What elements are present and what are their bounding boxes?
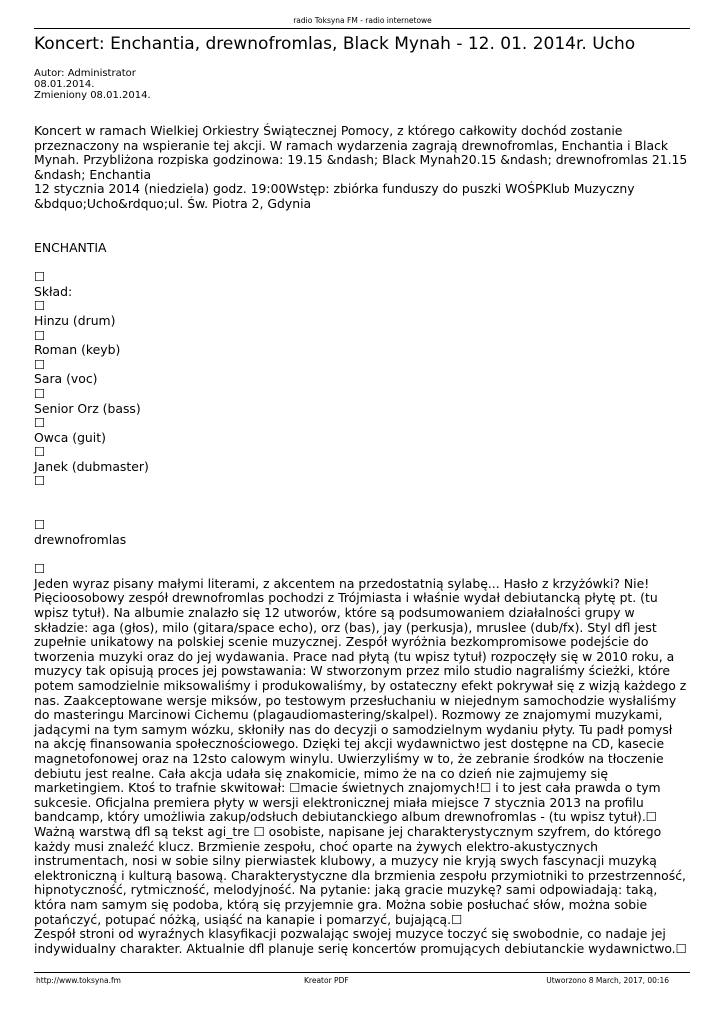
checkbox-glyph: ☐ [34, 298, 46, 314]
member-item: Hinzu (drum) [34, 312, 116, 328]
member-item: Sara (voc) [34, 371, 98, 387]
author-line: Autor: Administrator [34, 68, 136, 79]
modified-line: Zmieniony 08.01.2014. [34, 90, 151, 101]
checkbox-glyph: ☐ [34, 269, 46, 285]
member-item: Janek (dubmaster) [34, 458, 149, 474]
date-line: 08.01.2014. [34, 79, 95, 90]
member-item: Senior Orz (bass) [34, 400, 141, 416]
checkbox-glyph: ☐ [34, 327, 46, 343]
section-heading-drewnofromlas: drewnofromlas [34, 531, 127, 547]
article-body [34, 124, 690, 956]
event-details: 12 stycznia 2014 (niedziela) godz. 19:00Wstęp: zbiórka funduszy do puszki WOŚPKlub Muzyczny &bdquo;Ucho&rdquo;ul. Św. Piotra 2, Gdynia [34, 181, 635, 211]
footer-created-timestamp: Utworzono 8 March, 2017, 00:16 [546, 976, 669, 985]
checkbox-glyph: ☐ [34, 517, 46, 533]
checkbox-glyph: ☐ [34, 415, 46, 431]
checkbox-glyph: ☐ [34, 444, 46, 460]
section-heading-enchantia: ENCHANTIA [34, 239, 107, 255]
checkbox-glyph: ☐ [34, 561, 46, 577]
header-divider [34, 28, 690, 29]
lineup-label: Skład: [34, 283, 73, 299]
member-item: Owca (guit) [34, 429, 106, 445]
checkbox-glyph: ☐ [34, 473, 46, 489]
article-title: Koncert: Enchantia, drewnofromlas, Black Mynah - 12. 01. 2014r. Ucho [34, 34, 636, 54]
header-site-title: radio Toksyna FM - radio internetowe [293, 16, 432, 25]
checkbox-glyph: ☐ [34, 385, 46, 401]
checkbox-glyph: ☐ [34, 356, 46, 372]
band-description-closing: Zespół stroni od wyraźnych klasyfikacji pozwalając swojej muzyce toczyć się swobodnie, co nadaje jej indywidualny charakter. Aktualnie dfl planuje serię koncertów promujących debiutanckie wydawnictwo.☐ [34, 926, 687, 956]
footer-url-link[interactable]: http://www.toksyna.fm [36, 976, 121, 985]
article-meta [34, 68, 151, 101]
intro-paragraph: Koncert w ramach Wielkiej Orkiestry Świątecznej Pomocy, z którego całkowity dochód zostanie przeznaczony na wspieranie tej akcji. W ramach wydarzenia zagrają drewnofromlas, Enchantia i Black Mynah. Przybliżona rozpiska godzinowa: 19.15 &ndash; Black Mynah20.15 &ndash; drewnofromlas 21.15 &ndash; Enchantia [34, 123, 688, 182]
footer-generator: Kreator PDF [304, 976, 349, 985]
member-item: Roman (keyb) [34, 342, 121, 358]
footer-divider [34, 972, 690, 973]
band-description: Jeden wyraz pisany małymi literami, z akcentem na przedostatnią sylabę... Hasło z krzyżówki? Nie! Pięcioosobowy zespół drewnofromlas pochodzi z Trójmiasta i właśnie wydał debiutancką płytę pt. (tu wpisz tytuł). Na albumie znalazło się 12 utworów, które są podsumowaniem działalności grupy w składzie: aga (głos), milo (gitara/space echo), orz (bas), jay (perkusja), mruslee (dub/fx). Styl dfl jest zupełnie unikatowy na polskiej scenie muzycznej. Zespół wyróżnia bezkompromisowe podejście do tworzenia muzyki oraz do jej wydawania. Prace nad płytą (tu wpisz tytuł) rozpoczęły się w 2010 roku, a muzycy tak opisują proces jej powstawania: W stworzonym przez milo studio nagraliśmy ścieżki, które potem samodzielnie miksowaliśmy i produkowaliśmy, by ostateczny efekt pokrywał się z wizją każdego z nas. Zaakceptowane wersje miksów, po testowym przesłuchaniu w niejednym samochodzie wysłaliśmy do masteringu Marcinowi Cichemu (plagaudiomastering/skalpel). Rozmowy ze znajomymi muzykami, jadącymi na tym samym wózku, skłoniły nas do decyzji o samodzielnym wydaniu płyty. Tu padł pomysł na akcję finansowania społecznościowego. Dzięki tej akcji wydawnictwo jest dostępne na CD, kasecie magnetofonowej oraz na 12sto calowym winylu. Uwierzyliśmy w to, że zebranie środków na tłoczenie debiutu jest realne. Cała akcja udała się znakomicie, mimo że na co dzień nie zajmujemy się marketingiem. Ktoś to trafnie skwitował: ☐macie świetnych znajomych!☐ i to jest cała prawda o tym sukcesie. Oficjalna premiera płyty w wersji elektronicznej miała miejsce 7 stycznia 2013 na profilu bandcamp, który umożliwia zakup/odsłuch debiutanckiego album drewnofromlas - (tu wpisz tytuł).☐ Ważną warstwą dfl są tekst agi_tre ☐ osobiste, napisane jej charakterystycznym szyfrem, do którego każdy musi znaleźć klucz. Brzmienie zespołu, choć oparte na żywych elektro-akustycznych instrumentach, nosi w sobie silny pierwiastek klubowy, a muzycy nie kryją swych fascynacji muzyką elektroniczną i kulturą basową. Charakterystyczne dla brzmienia zespołu przymiotniki to przestrzenność, hipnotyczność, rytmiczność, melodyjność. Na pytanie: jaką gracie muzykę? sami odpowiadają: taką, która nam samym się podoba, którą się przyjemnie gra. Można sobie posłuchać słów, można sobie potańczyć, potupać nóżką, usiąść na kanapie i pomarzyć, bujającą.☐ [34, 575, 687, 927]
